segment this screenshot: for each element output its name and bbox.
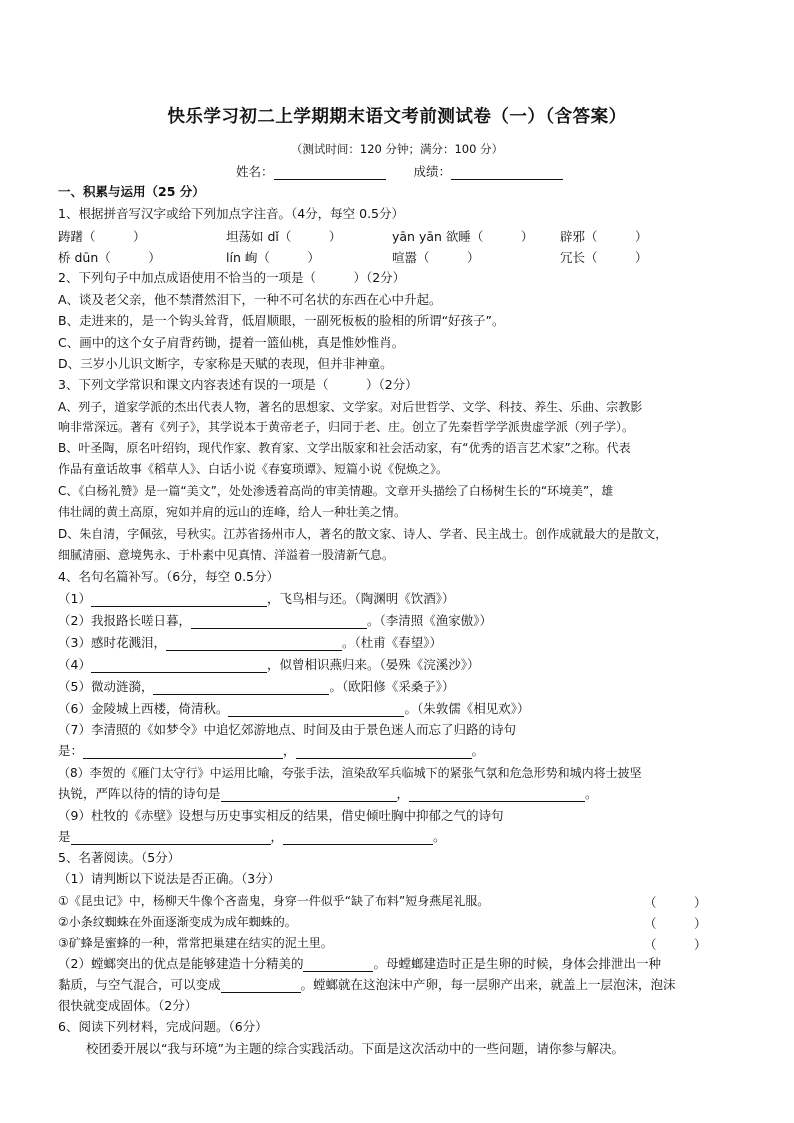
item-label: （4） bbox=[58, 657, 91, 672]
item-label: （1） bbox=[58, 591, 91, 606]
pinyin-item: 桥 dūn（ ） bbox=[58, 250, 161, 265]
answer-blank[interactable] bbox=[71, 831, 271, 845]
question-5-part2-line3: 很快就变成固体。（2分） bbox=[58, 998, 198, 1013]
item-text: 。母螳螂建造时正是生卵的时候，身体会排泄出一种 bbox=[373, 956, 661, 971]
fill-line-9b bbox=[58, 829, 446, 845]
item-text: 。 bbox=[471, 743, 485, 758]
answer-blank[interactable] bbox=[409, 788, 585, 802]
fill-line-2 bbox=[58, 613, 492, 629]
answer-blank[interactable] bbox=[91, 593, 267, 607]
exam-meta: （测试时间：120 分钟；满分：100 分） bbox=[290, 142, 504, 156]
judge-paren[interactable]: （ ） bbox=[644, 895, 707, 910]
pinyin-item: 喧嚣（ ） bbox=[392, 250, 480, 265]
item-text: 。（杜甫《春望》） bbox=[341, 635, 442, 650]
question-3: 3、下列文学常识和课文内容表述有误的一项是（ ）（2分） bbox=[58, 377, 418, 392]
question-4: 4、名句名篇补写。（6分，每空 0.5分） bbox=[58, 569, 280, 584]
judge-paren[interactable]: （ ） bbox=[644, 916, 707, 931]
pinyin-item: 踌躇（ ） bbox=[58, 229, 146, 244]
option-d-line1: D、朱自清，字佩弦，号秋实。江苏省扬州市人，著名的散文家、诗人、学者、民主战士。创作成就最大的是散文， bbox=[58, 527, 668, 541]
judge-item-2: ②小条纹蜘蛛在外面逐渐变成为成年蜘蛛的。 bbox=[58, 915, 297, 929]
option-a-line2: 响非常深远。著有《列子》，其学说本于黄帝老子，归同于老、庄。创立了先秦哲学学派贵虚学派（列子学）。 bbox=[58, 420, 635, 434]
answer-blank[interactable] bbox=[153, 681, 329, 695]
item-text: ， bbox=[283, 743, 296, 758]
item-text: ， bbox=[270, 829, 284, 844]
question-5-part1: （1）请判断以下说法是否正确。（3分） bbox=[58, 871, 281, 886]
fill-line-9a: （9）杜牧的《赤壁》设想与历史事实相反的结果，借史倾吐胸中抑郁之气的诗句 bbox=[58, 808, 504, 823]
pinyin-item: lín 峋（ ） bbox=[226, 250, 320, 265]
option-a: A、谈及老父亲，他不禁潸然泪下，一种不可名状的东西在心中升起。 bbox=[58, 292, 442, 307]
item-text: 执锐，严阵以待的情的诗句是 bbox=[58, 786, 221, 801]
item-text: 。（朱敦儒《相见欢》） bbox=[404, 701, 530, 716]
answer-blank[interactable] bbox=[296, 745, 472, 759]
fill-line-3 bbox=[58, 635, 442, 651]
fill-line-4 bbox=[58, 657, 479, 673]
answer-blank[interactable] bbox=[303, 958, 373, 972]
option-b: B、走进来的，是一个钩头耸背，低眉顺眼，一副死板板的脸相的所谓“好孩子”。 bbox=[58, 313, 505, 328]
item-text: 。（欧阳修《采桑子》） bbox=[329, 679, 455, 694]
item-text: （3）感时花溅泪， bbox=[58, 635, 166, 650]
option-d: D、三岁小儿识文断字，专家称是天赋的表现，但并非神童。 bbox=[58, 356, 393, 371]
item-text: 。 bbox=[585, 786, 598, 801]
name-score-bar bbox=[236, 162, 563, 180]
item-text: 黏质，与空气混合，可以变成 bbox=[58, 977, 221, 992]
option-d-line2: 细腻清丽、意境隽永、于朴素中见真情、洋溢着一股清新气息。 bbox=[58, 548, 395, 562]
page-title: 快乐学习初二上学期期末语文考前测试卷（一）（含答案） bbox=[167, 107, 627, 127]
item-text: ， bbox=[396, 786, 410, 801]
judge-item-3: ③矿蜂是蜜蜂的一种，常常把巢建在结实的泥土里。 bbox=[58, 936, 333, 950]
answer-blank[interactable] bbox=[221, 979, 301, 993]
pinyin-item: 坦荡如 dǐ（ ） bbox=[226, 229, 342, 244]
item-text: 。 bbox=[433, 829, 446, 844]
answer-blank[interactable] bbox=[91, 659, 267, 673]
item-text: ，飞鸟相与还。（陶渊明《饮酒》） bbox=[266, 591, 455, 606]
pinyin-item: yān yān 欲睡（ ） bbox=[392, 229, 534, 244]
fill-line-1 bbox=[58, 591, 454, 607]
option-c: C、画中的这个女子肩背药锄，提着一篮仙桃，真是惟妙惟肖。 bbox=[58, 335, 405, 350]
judge-paren[interactable]: （ ） bbox=[644, 937, 707, 952]
question-5: 5、名著阅读。（5分） bbox=[58, 850, 181, 865]
item-text: ，似曾相识燕归来。（晏殊《浣溪沙》） bbox=[266, 657, 480, 672]
item-text: （6）金陵城上西楼，倚清秋。 bbox=[58, 701, 229, 716]
name-label: 姓名： bbox=[236, 164, 274, 179]
fill-line-7b bbox=[58, 743, 484, 759]
answer-blank[interactable] bbox=[166, 637, 342, 651]
fill-line-8b bbox=[58, 786, 598, 802]
score-field[interactable] bbox=[451, 165, 563, 180]
question-1: 1、根据拼音写汉字或给下列加点字注音。（4分，每空 0.5分） bbox=[58, 206, 405, 221]
option-c-line1: C、《白杨礼赞》是一篇“美文”，处处渗透着高尚的审美情趣。文章开头描绘了白杨树生长的“环境美”，雄 bbox=[58, 484, 614, 498]
answer-blank[interactable] bbox=[283, 831, 433, 845]
fill-line-5 bbox=[58, 679, 454, 695]
section-heading: 一、积累与运用（25 分） bbox=[58, 184, 205, 199]
option-b-line1: B、叶圣陶，原名叶绍钧，现代作家、教育家、文学出版家和社会活动家，有“优秀的语言艺术家”之称。代表 bbox=[58, 441, 631, 455]
question-2: 2、下列句子中加点成语使用不恰当的一项是（ ）（2分） bbox=[58, 270, 406, 285]
question-5-part2-line1 bbox=[58, 956, 661, 972]
option-a-line1: A、列子，道家学派的杰出代表人物，著名的思想家、文学家。对后世哲学、文学、科技、养生、乐曲、宗教影 bbox=[58, 400, 643, 414]
item-text: （5）微动涟漪， bbox=[58, 679, 154, 694]
item-text: 是： bbox=[58, 743, 84, 758]
pinyin-item: 冗长（ ） bbox=[560, 250, 648, 265]
fill-line-6 bbox=[58, 701, 529, 717]
question-6-intro: 校团委开展以“我与环境”为主题的综合实践活动。下面是这次活动中的一些问题，请你参与解决。 bbox=[86, 1041, 624, 1056]
answer-blank[interactable] bbox=[228, 703, 404, 717]
question-5-part2-line2 bbox=[58, 977, 676, 993]
answer-blank[interactable] bbox=[221, 788, 397, 802]
judge-item-1: ①《昆虫记》中，杨柳天牛像个吝啬鬼，身穿一件似乎“缺了布料”短身燕尾礼服。 bbox=[58, 894, 490, 908]
item-text: 是 bbox=[58, 829, 71, 844]
name-field[interactable] bbox=[274, 165, 386, 180]
answer-blank[interactable] bbox=[83, 745, 283, 759]
fill-line-8a: （8）李贺的《雁门太守行》中运用比喻，夸张手法，渲染敌军兵临城下的紧张气氛和危急形势和城内将士披坚 bbox=[58, 766, 642, 780]
item-text: 。螳螂就在这泡沫中产卵，每一层卵产出来，就盖上一层泡沫，泡沫 bbox=[300, 977, 676, 992]
item-text: （2）我报路长嗟日暮， bbox=[58, 613, 191, 628]
pinyin-item: 辟邪（ ） bbox=[560, 229, 648, 244]
option-c-line2: 伟壮阔的黄土高原，宛如并肩的远山的连峰，给人一种壮美之情。 bbox=[58, 505, 407, 519]
item-text: 。（李清照《渔家傲》） bbox=[366, 613, 492, 628]
item-text: （2）螳螂突出的优点是能够建造十分精美的 bbox=[58, 956, 304, 971]
answer-blank[interactable] bbox=[191, 615, 367, 629]
question-6: 6、阅读下列材料，完成问题。（6分） bbox=[58, 1019, 268, 1034]
fill-line-7a: （7）李清照的《如梦令》中追忆郊游地点、时间及由于景色迷人而忘了归路的诗句 bbox=[58, 722, 516, 737]
score-label: 成绩： bbox=[413, 164, 452, 179]
option-b-line2: 作品有童话故事《稻草人》、白话小说《春宴琐谭》、短篇小说《倪焕之》。 bbox=[58, 462, 449, 476]
